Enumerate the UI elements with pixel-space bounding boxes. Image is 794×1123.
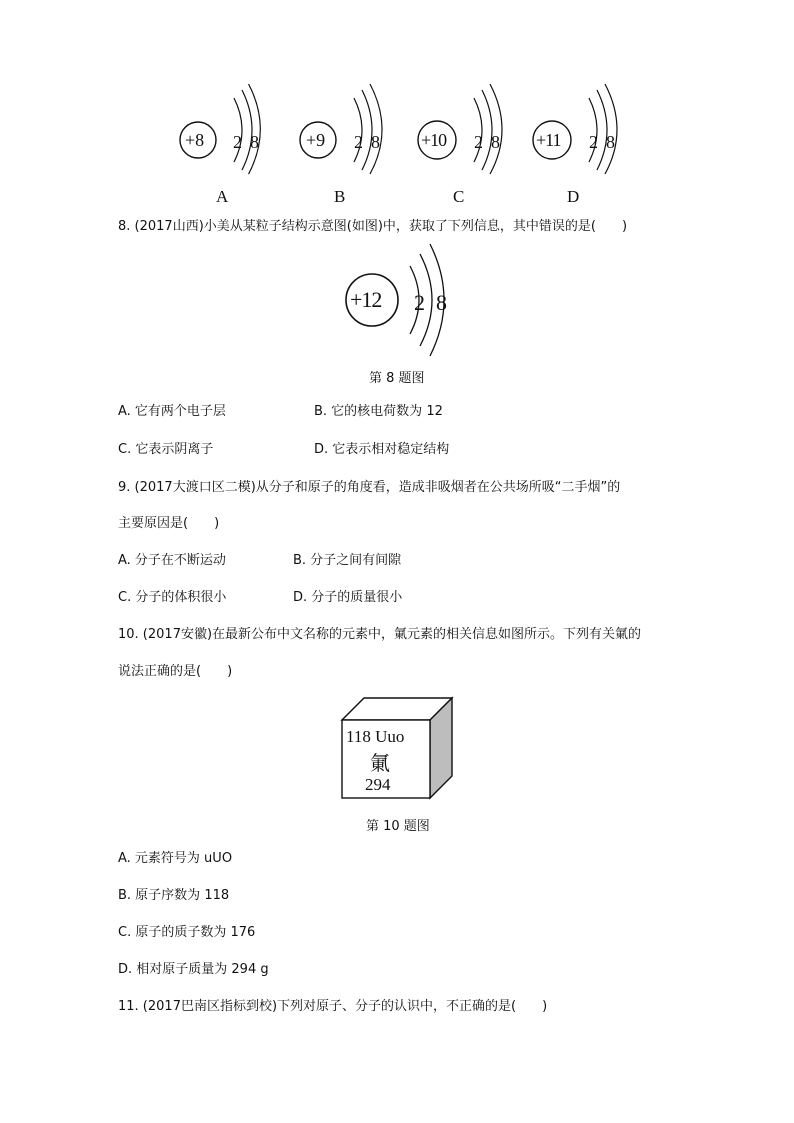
option-c: C. 分子的体积很小 xyxy=(118,590,227,605)
question-stem-line2: 说法正确的是( ) xyxy=(118,664,233,679)
option-c: C. 它表示阴离子 xyxy=(118,442,214,457)
shell1-electrons: 2 xyxy=(233,132,242,152)
shell2-electrons: 8 xyxy=(371,132,380,152)
question-stem-line2: 主要原因是( ) xyxy=(118,516,220,531)
figure-caption: 第 10 题图 xyxy=(366,819,430,834)
question-stem-line1: 9. (2017大渡口区二模)从分子和原子的角度看，造成非吸烟者在公共场所吸“二手烟”的 xyxy=(118,480,621,495)
shell2-electrons: 8 xyxy=(250,132,259,152)
element-mass: 294 xyxy=(365,775,391,794)
option-d: D. 相对原子质量为 294 g xyxy=(118,962,269,977)
option-c: C. 原子的质子数为 176 xyxy=(118,925,256,940)
option-a: A. 元素符号为 uUO xyxy=(118,851,233,866)
nucleus-charge: +12 xyxy=(350,287,382,312)
option-b: B. 分子之间有间隙 xyxy=(293,553,402,568)
figure-caption: 第 8 题图 xyxy=(369,371,425,386)
option-a: A. 分子在不断运动 xyxy=(118,553,226,568)
element-number-symbol: 118 Uuo xyxy=(346,727,405,746)
question-stem-line1: 10. (2017安徽)在最新公布中文名称的元素中，氭元素的相关信息如图所示。下列有关氭的 xyxy=(118,627,642,642)
option-d: D. 分子的质量很小 xyxy=(293,590,403,605)
option-letter: B xyxy=(334,187,346,206)
element-name: 氭 xyxy=(370,753,390,775)
nucleus-charge: +10 xyxy=(421,130,447,150)
nucleus-charge: +9 xyxy=(306,130,326,150)
option-a: A. 它有两个电子层 xyxy=(118,404,226,419)
shell1-electrons: 2 xyxy=(474,132,483,152)
nucleus-charge: +8 xyxy=(185,130,205,150)
shell1-electrons: 2 xyxy=(354,132,363,152)
option-letter: A xyxy=(216,187,229,206)
shell1-electrons: 2 xyxy=(589,132,598,152)
option-letter: C xyxy=(453,187,465,206)
shell1-electrons: 2 xyxy=(414,290,425,315)
option-b: B. 原子序数为 118 xyxy=(118,888,230,903)
option-letter: D xyxy=(567,187,580,206)
nucleus-charge: +11 xyxy=(536,130,561,150)
element-cube-icon xyxy=(340,696,456,800)
option-d: D. 它表示相对稳定结构 xyxy=(314,442,450,457)
shell2-electrons: 8 xyxy=(606,132,615,152)
question-stem: 11. (2017巴南区指标到校)下列对原子、分子的认识中，不正确的是( ) xyxy=(118,999,548,1014)
option-b: B. 它的核电荷数为 12 xyxy=(314,404,443,419)
shell2-electrons: 8 xyxy=(491,132,500,152)
shell2-electrons: 8 xyxy=(436,290,447,315)
question-stem: 8. (2017山西)小美从某粒子结构示意图(如图)中，获取了下列信息，其中错误的是( ) xyxy=(118,219,628,234)
